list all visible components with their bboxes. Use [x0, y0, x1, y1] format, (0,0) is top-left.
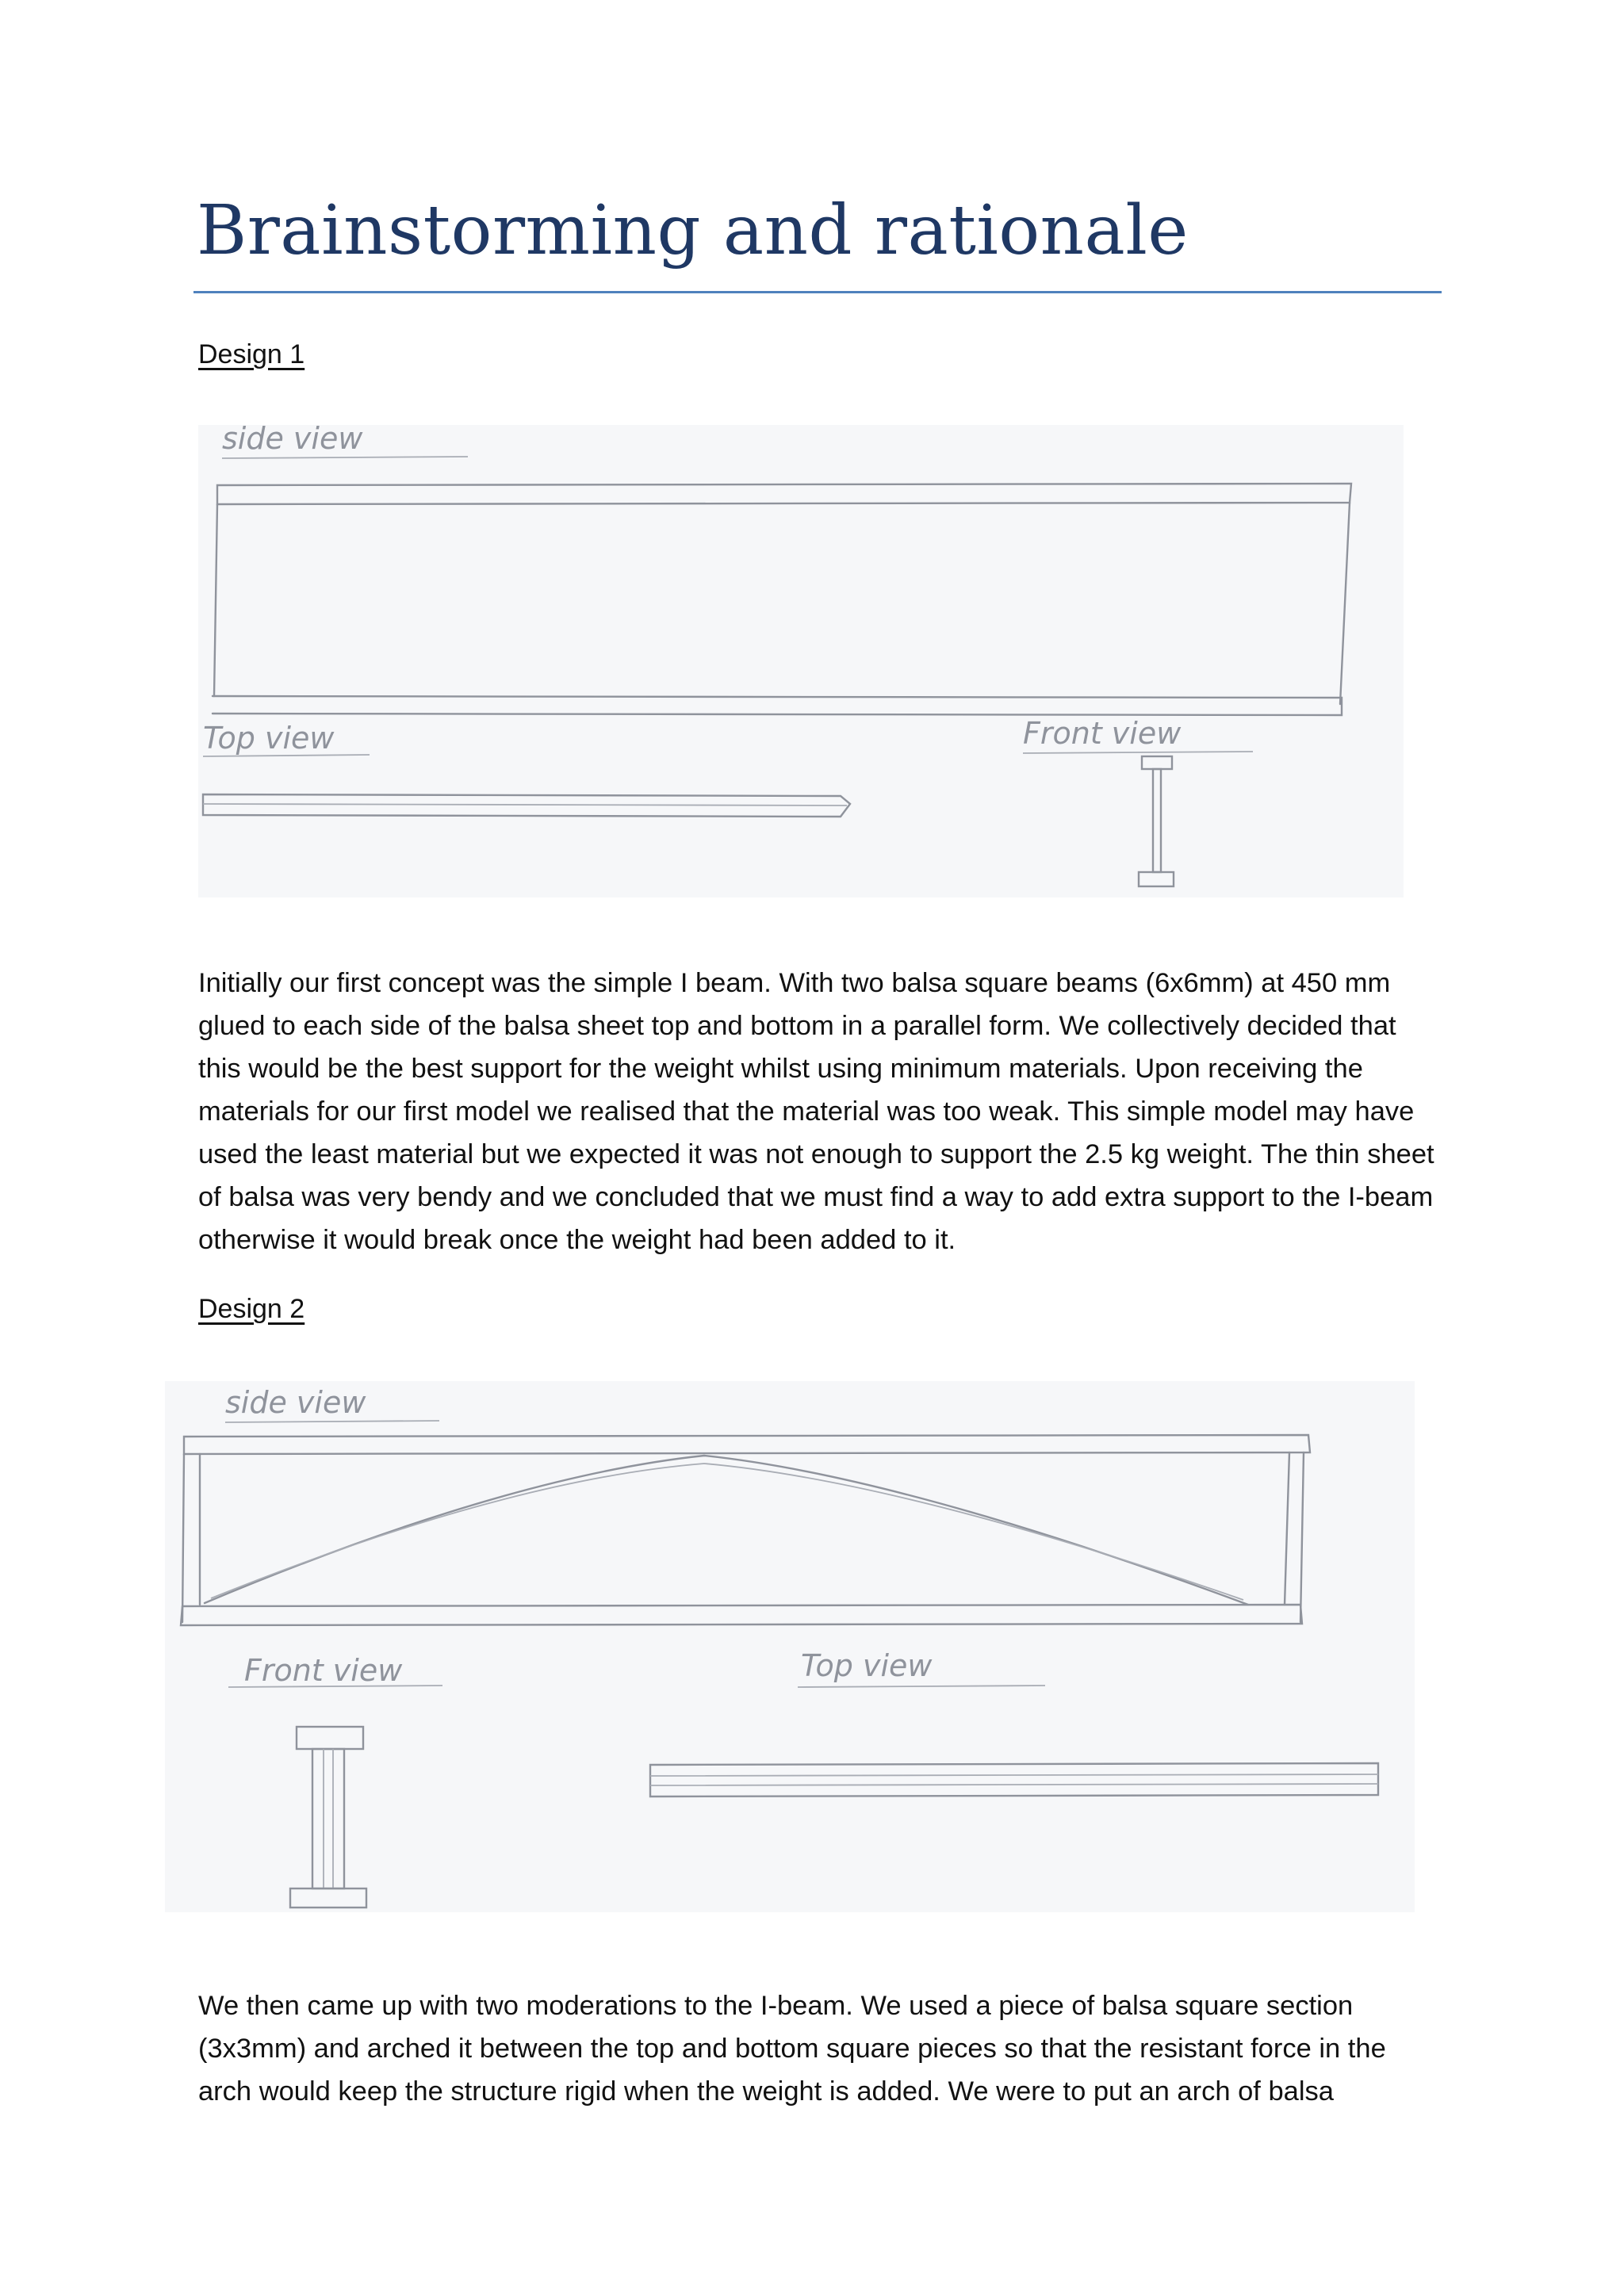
design-2-paragraph: We then came up with two moderations to the I-beam. We used a piece of balsa square section (3x3mm) and arched it between the top and bottom square pieces so that the resistant force in the arch would keep the structure rigid when the weight is added. We were to put an arch of balsa: [198, 1991, 1386, 2107]
design-1-side-view-drawing: [213, 484, 1351, 715]
design-1-side-view-label: side view: [222, 425, 363, 456]
design-1-front-view-label: Front view: [1023, 716, 1182, 751]
design-2-top-view-drawing: [650, 1763, 1378, 1797]
title-underline: [193, 291, 1442, 293]
design-1-paragraph: Initially our first concept was the simple I beam. With two balsa square beams (6x6mm) at 450 mm glued to each side of the balsa sheet top and bottom in a parallel form. We collectively decided that this would be the best support for the weight whilst using minimum materials. Upon receiving the materials for our first model we realised that the material was too weak. This simple model may have used the least material but we expected it was not enough to support the 2.5 kg weight. The thin sheet of balsa was very bendy and we concluded that we must find a way to add extra support to the I-beam otherwise it would break once the weight had been added to it.: [198, 968, 1434, 1255]
design-1-heading: Design 1: [198, 339, 305, 369]
design-2-side-view-label: side view: [225, 1385, 366, 1420]
design-1-sketch: [198, 425, 1404, 897]
design-2-sketch: [165, 1381, 1415, 1912]
design-2-front-view-drawing: [290, 1727, 366, 1908]
design-2-heading: Design 2: [198, 1294, 305, 1324]
design-1-front-view-drawing: [1139, 756, 1174, 886]
page-title: Brainstorming and rationale: [197, 191, 1189, 270]
design-1-top-view-label: Top view: [203, 721, 335, 756]
design-2-front-view-label: Front view: [244, 1653, 403, 1688]
design-1-top-view-drawing: [203, 794, 850, 817]
design-2-top-view-label: Top view: [801, 1648, 933, 1683]
design-2-side-view-drawing: [181, 1435, 1310, 1625]
